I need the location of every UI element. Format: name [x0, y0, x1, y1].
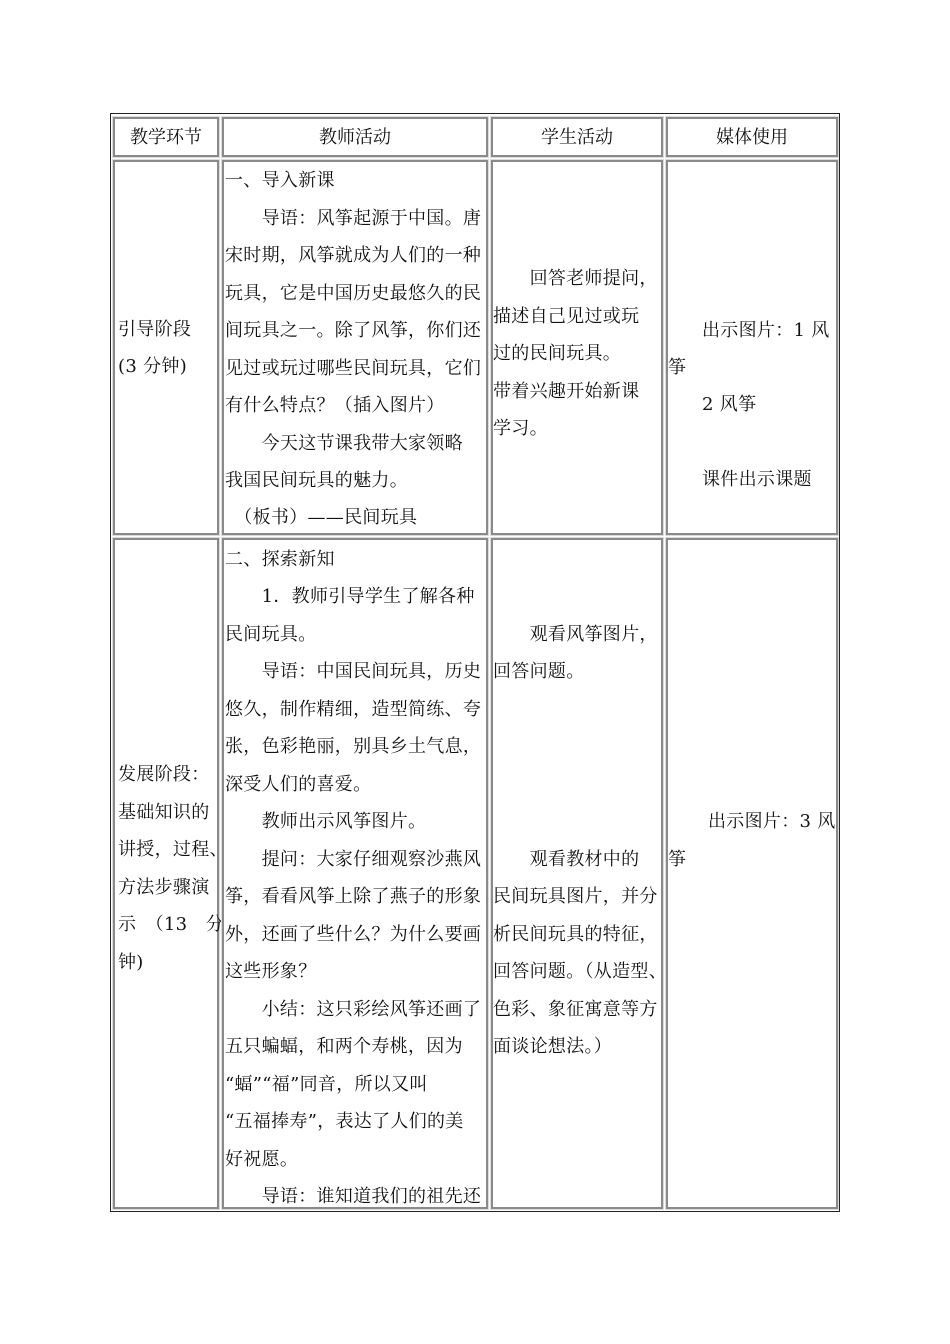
row1-media-cell: [666, 160, 838, 535]
row1-stage-line: (3 分钟): [118, 356, 188, 377]
row2-teacher-line: 导语：中国民间玩具，历史: [225, 661, 482, 682]
row1-media-line: 2 风筝: [702, 394, 757, 415]
row1-stage-cell: [113, 160, 219, 535]
row1-teacher-line: 我国民间玩具的魅力。: [225, 470, 408, 491]
row2-stage-line: 方法步骤演: [118, 877, 210, 898]
row2-teacher-line: “蝠”“福”同音，所以又叫: [225, 1074, 428, 1095]
row2-teacher-line: 民间玩具。: [225, 624, 317, 645]
row2-teacher-line: 二、探索新知: [225, 549, 335, 570]
row2-media-overflow: 筝: [668, 849, 687, 870]
row2-student-line: 民间玩具图片，并分: [493, 886, 658, 907]
header-cell-teacher: [222, 117, 488, 157]
row1-media-overflow: 筝: [668, 357, 687, 378]
header-cell-stage: [113, 117, 219, 157]
row2-teacher-line: 小结：这只彩绘风筝还画了: [225, 999, 482, 1020]
row2-stage-line: 基础知识的: [118, 802, 210, 823]
row1-teacher-cell: [222, 160, 488, 535]
row2-teacher-cell: [222, 538, 488, 1209]
row2-student-line: 观看风筝图片，: [493, 624, 658, 645]
row2-student-line: 色彩、象征寓意等方: [493, 999, 658, 1020]
row2-teacher-line: 教师出示风筝图片。: [225, 811, 427, 832]
row2-teacher-line: “五福捧寿”，表达了人们的美: [225, 1111, 464, 1132]
row1-student-line: 描述自己见过或玩: [493, 306, 640, 327]
row1-student-line: 过的民间玩具。: [493, 343, 622, 364]
row2-teacher-line: 好祝愿。: [225, 1149, 299, 1170]
row1-teacher-line: 今天这节课我带大家领略: [225, 433, 463, 454]
row2-teacher-line: 五只蝙蝠，和两个寿桃，因为: [225, 1036, 463, 1057]
row2-student-line: 回答问题。（从造型、: [493, 961, 667, 982]
row2-teacher-line: 这些形象？: [225, 961, 317, 982]
row1-teacher-line: （板书）——民间玩具: [225, 507, 418, 528]
row2-teacher-line: 外，还画了些什么？为什么要画: [225, 924, 482, 945]
row2-stage-line: 示 （13 分: [118, 914, 225, 935]
row2-student-line: 析民间玩具的特征，: [493, 924, 658, 945]
row2-media-cell: [666, 538, 838, 1209]
row2-teacher-line: 1．教师引导学生了解各种: [225, 586, 475, 607]
row1-teacher-line: 玩具，它是中国历史最悠久的民: [225, 283, 482, 304]
header-media-use: 媒体使用: [716, 127, 788, 148]
header-cell-media: [666, 117, 838, 157]
row1-media-line: 课件出示课题: [702, 469, 812, 490]
row1-student-line: 带着兴趣开始新课: [493, 381, 640, 402]
row2-stage-line: 发展阶段：: [118, 764, 210, 785]
row1-teacher-line: 一、导入新课: [225, 170, 335, 191]
row1-student-line: 学习。: [493, 418, 548, 439]
row1-media-line: 出示图片：1 风: [702, 320, 830, 341]
lesson-plan-table: [110, 113, 840, 1212]
row1-teacher-line: 有什么特点？（插入图片）: [225, 395, 445, 416]
header-student-activity: 学生活动: [541, 127, 613, 148]
row2-media-line: 出示图片：3 风: [708, 811, 836, 832]
row2-teacher-line: 筝，看看风筝上除了燕子的形象: [225, 886, 482, 907]
row2-teacher-line: 深受人们的喜爱。: [225, 774, 372, 795]
row2-student-line: 回答问题。: [493, 661, 585, 682]
header-stage: 教学环节: [130, 127, 202, 148]
row2-teacher-line: 提问：大家仔细观察沙燕风: [225, 849, 482, 870]
row1-stage-line: 引导阶段: [118, 319, 192, 340]
row2-teacher-line: 导语：谁知道我们的祖先还: [225, 1186, 482, 1207]
row1-teacher-line: 间玩具之一。除了风筝，你们还: [225, 320, 482, 341]
row2-teacher-line: 张，色彩艳丽，别具乡土气息，: [225, 736, 482, 757]
row2-stage-line: 讲授，过程、: [118, 839, 228, 860]
row1-teacher-line: 见过或玩过哪些民间玩具，它们: [225, 358, 482, 379]
row2-teacher-line: 悠久，制作精细，造型简练、夸: [225, 699, 482, 720]
row1-student-cell: [491, 160, 663, 535]
row1-teacher-line: 导语：风筝起源于中国。唐: [225, 208, 482, 229]
row1-student-line: 回答老师提问，: [493, 268, 658, 289]
row2-stage-line: 钟): [118, 952, 144, 973]
header-cell-student: [491, 117, 663, 157]
row1-teacher-line: 宋时期，风筝就成为人们的一种: [225, 245, 482, 266]
row2-stage-cell: [113, 538, 228, 1209]
row2-student-cell: [491, 538, 667, 1209]
row2-student-line: 面谈论想法。）: [493, 1036, 613, 1057]
header-teacher-activity: 教师活动: [319, 127, 391, 148]
row2-student-line: 观看教材中的: [493, 849, 640, 870]
